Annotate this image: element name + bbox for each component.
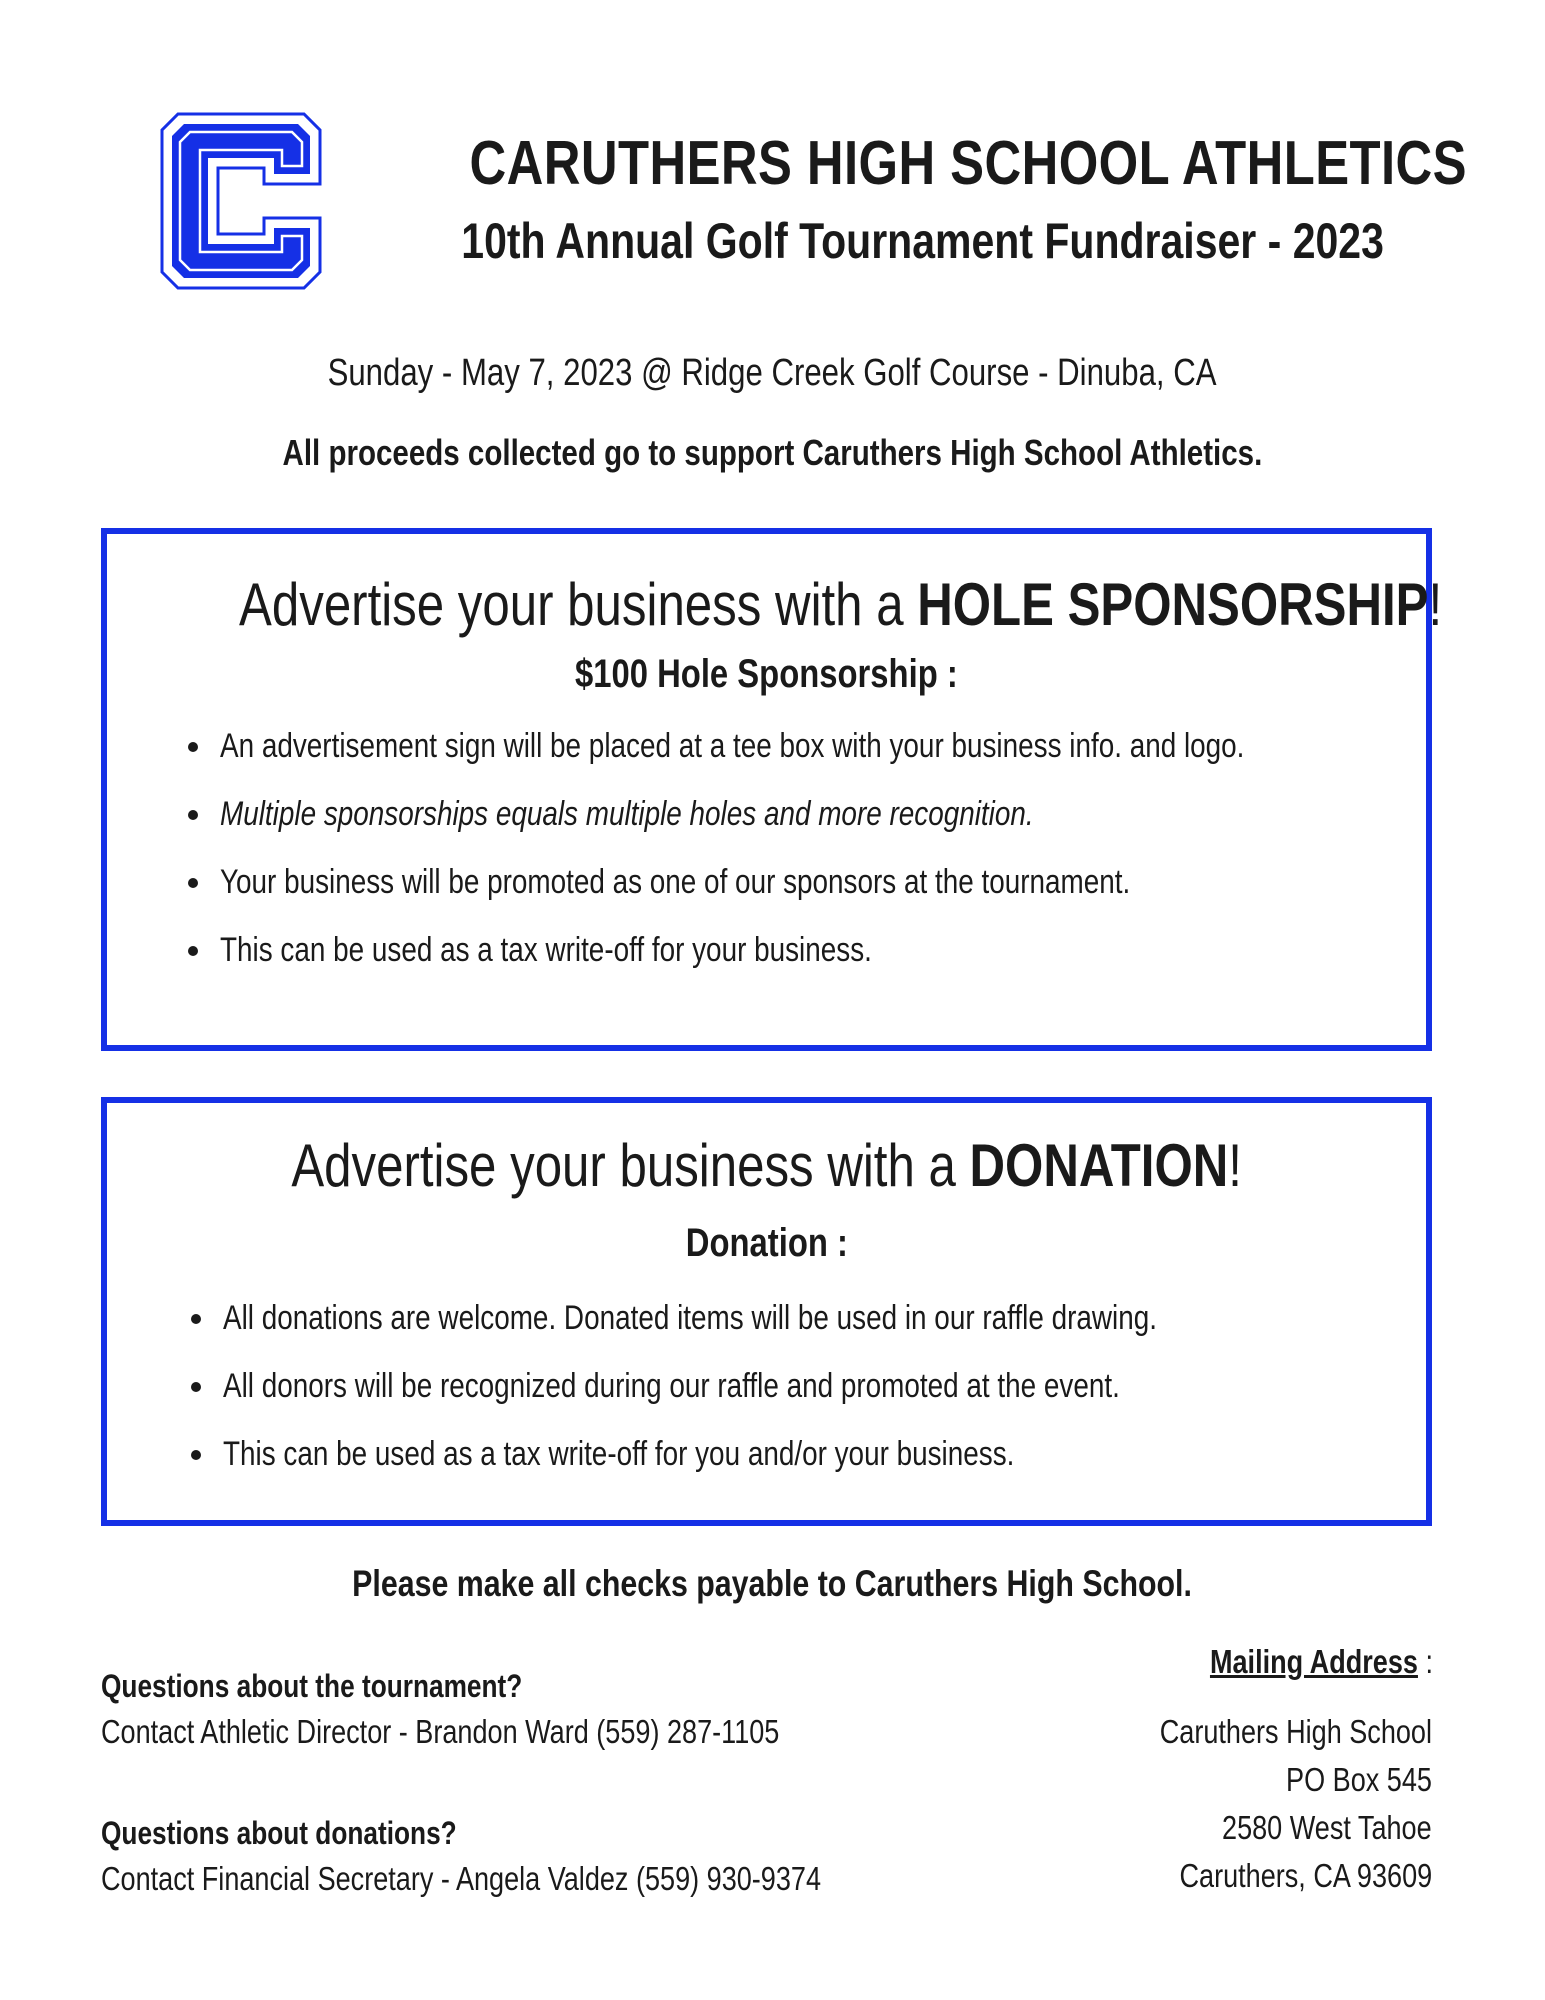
proceeds-statement: All proceeds collected go to support Caruthers High School Athletics. xyxy=(282,432,1263,473)
hole-sponsorship-price: $100 Hole Sponsorship : xyxy=(575,652,958,696)
mailing-address-line: Caruthers High School xyxy=(1159,1713,1432,1750)
hole-sponsorship-box: Advertise your business with a HOLE SPONSORSHIP! $100 Hole Sponsorship : An advertisement sign will be placed at a tee box with your business info. and logo. Multiple sponsorships equals multiple holes and more recognition. Your business will be promoted as one of our sponsors at the tournament. This can be used as a tax write-off for your business. xyxy=(101,528,1432,1051)
donation-subheading: Donation : xyxy=(685,1221,848,1265)
mailing-address-heading: Mailing Address : xyxy=(1209,1643,1433,1680)
mailing-address-line: PO Box 545 xyxy=(1286,1761,1432,1798)
tournament-contact: Contact Athletic Director - Brandon Ward (559) 287-1105 xyxy=(101,1713,780,1750)
event-details: Sunday - May 7, 2023 @ Ridge Creek Golf Course - Dinuba, CA xyxy=(328,352,1217,394)
tournament-question-heading: Questions about the tournament? xyxy=(101,1668,523,1704)
mailing-address-line: Caruthers, CA 93609 xyxy=(1179,1857,1432,1894)
school-c-logo xyxy=(160,112,322,290)
donation-heading: Advertise your business with a DONATION! xyxy=(291,1132,1242,1199)
donations-question-heading: Questions about donations? xyxy=(101,1815,457,1851)
hole-sponsorship-heading: Advertise your business with a HOLE SPONSORSHIP! xyxy=(239,571,1443,638)
donations-contact: Contact Financial Secretary - Angela Valdez (559) 930-9374 xyxy=(101,1860,822,1897)
checks-payable-note: Please make all checks payable to Caruthers High School. xyxy=(352,1563,1193,1604)
page-subtitle: 10th Annual Golf Tournament Fundraiser - 2023 xyxy=(461,213,1384,269)
page-title: CARUTHERS HIGH SCHOOL ATHLETICS xyxy=(469,129,1468,198)
mailing-address-line: 2580 West Tahoe xyxy=(1222,1809,1432,1846)
donation-box: Advertise your business with a DONATION! Donation : All donations are welcome. Donated items will be used in our raffle drawing. All donors will be recognized during our raffle and promoted at the event. This can be used as a tax write-off for you and/or your business. xyxy=(101,1097,1432,1526)
